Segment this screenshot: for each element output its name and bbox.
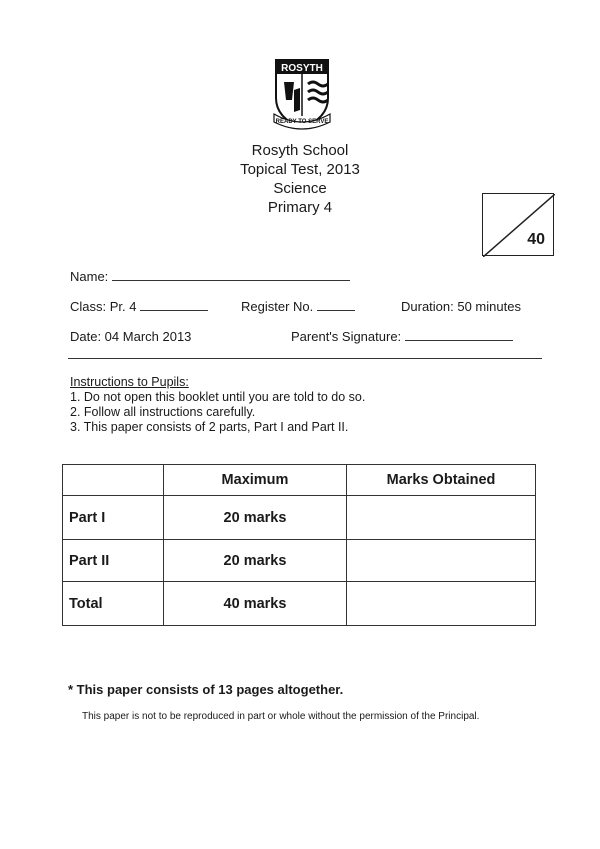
max-marks: 20 marks bbox=[164, 496, 347, 540]
part-label: Part II bbox=[63, 540, 164, 582]
max-marks: 40 marks bbox=[164, 582, 347, 626]
table-row bbox=[63, 540, 536, 582]
register-line bbox=[317, 299, 355, 311]
instruction-item: 2. Follow all instructions carefully. bbox=[70, 405, 256, 419]
score-total: 40 bbox=[527, 231, 545, 248]
marks-obtained-cell bbox=[347, 540, 536, 582]
name-label: Name: bbox=[70, 269, 109, 284]
svg-text:READY TO SERVE: READY TO SERVE bbox=[275, 119, 329, 125]
signature-field bbox=[291, 329, 513, 345]
marks-table bbox=[62, 464, 536, 626]
register-field bbox=[241, 299, 355, 315]
date: Date: 04 March 2013 bbox=[70, 329, 192, 344]
table-header-row bbox=[63, 465, 536, 496]
school-name: Rosyth School bbox=[251, 142, 349, 159]
register-label: Register No. bbox=[241, 299, 314, 314]
part-label: Part I bbox=[63, 496, 164, 540]
copyright-footer: This paper is not to be reproduced in part or whole without the permission of the Principal. bbox=[82, 711, 480, 722]
signature-label: Parent's Signature: bbox=[291, 329, 402, 344]
svg-text:ROSYTH: ROSYTH bbox=[281, 63, 323, 74]
instruction-item: 3. This paper consists of 2 parts, Part I and Part II. bbox=[70, 420, 349, 434]
test-title: Topical Test, 2013 bbox=[240, 161, 360, 178]
signature-line bbox=[405, 329, 513, 341]
level: Primary 4 bbox=[267, 199, 333, 216]
divider bbox=[68, 358, 542, 359]
duration: Duration: 50 minutes bbox=[401, 299, 521, 314]
class-field bbox=[70, 299, 208, 315]
instruction-item: 1. Do not open this booklet until you are told to do so. bbox=[70, 390, 366, 404]
table-header-cell: Marks Obtained bbox=[347, 465, 536, 496]
marks-obtained-cell bbox=[347, 582, 536, 626]
table-header-cell bbox=[63, 465, 164, 496]
name-field bbox=[70, 269, 350, 285]
pages-note: * This paper consists of 13 pages altogether. bbox=[68, 682, 344, 697]
name-line bbox=[112, 269, 350, 281]
score-box bbox=[482, 193, 554, 256]
subject: Science bbox=[273, 180, 327, 197]
class-line bbox=[140, 299, 208, 311]
class-label: Class: Pr. 4 bbox=[70, 299, 137, 314]
max-marks: 20 marks bbox=[164, 540, 347, 582]
table-header-cell: Maximum bbox=[164, 465, 347, 496]
table-row bbox=[63, 496, 536, 540]
part-label: Total bbox=[63, 582, 164, 626]
school-crest-logo bbox=[270, 56, 334, 130]
table-row bbox=[63, 582, 536, 626]
instructions-title: Instructions to Pupils: bbox=[70, 375, 189, 389]
marks-obtained-cell bbox=[347, 496, 536, 540]
